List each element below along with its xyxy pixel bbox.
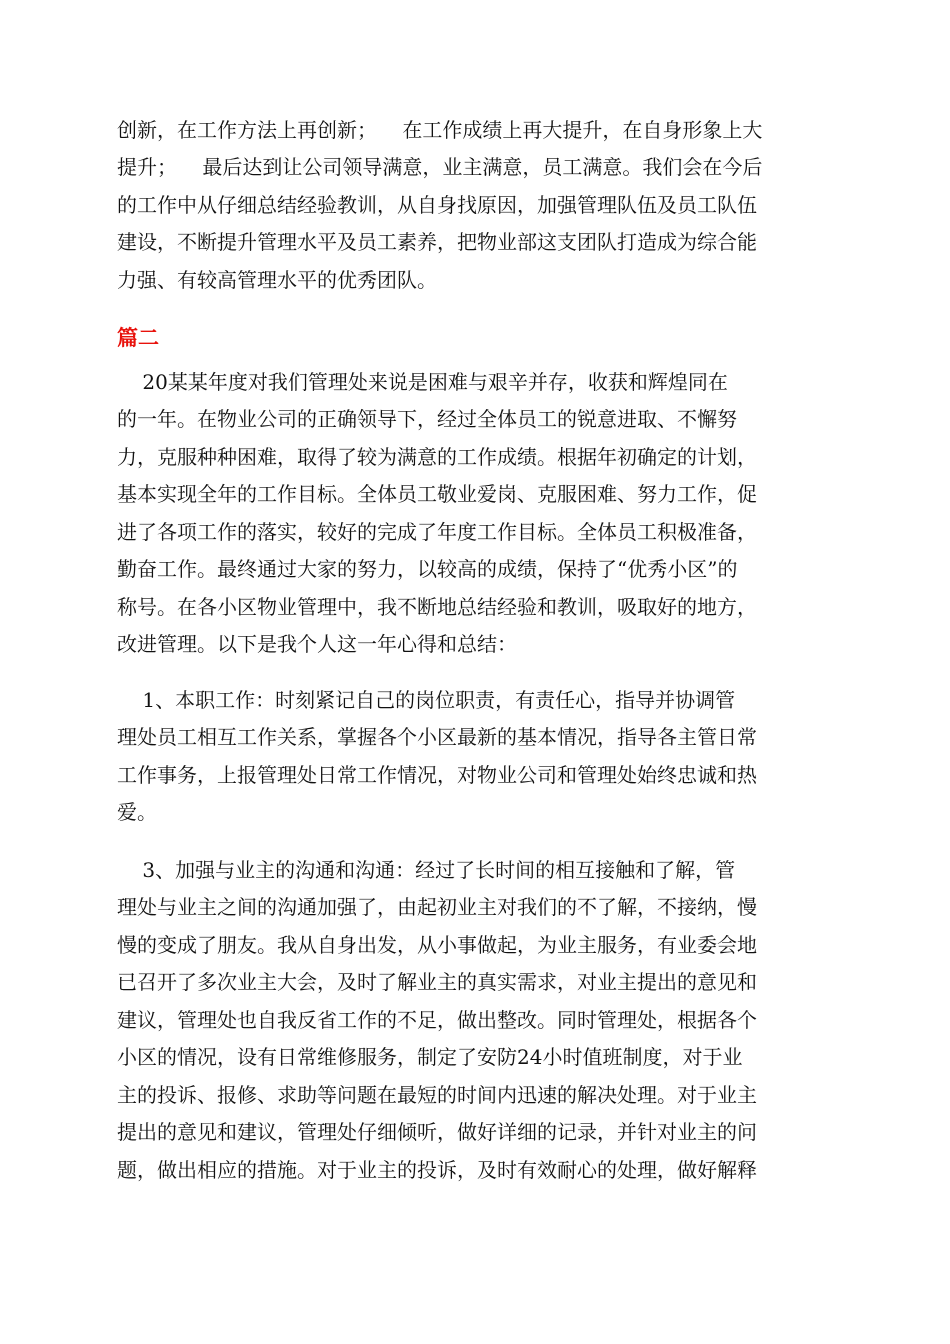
text-line: 3、加强与业主的沟通和沟通：经过了长时间的相互接触和了解，管 xyxy=(117,858,736,882)
text-line: 主的投诉、报修、求助等问题在最短的时间内迅速的解决处理。对于业主 xyxy=(117,1083,757,1107)
text-line: 工作事务，上报管理处日常工作情况，对物业公司和管理处始终忠诚和热 xyxy=(117,763,757,787)
text-line: 建设，不断提升管理水平及员工素养，把物业部这支团队打造成为综合能 xyxy=(117,230,757,254)
text-line: 的工作中从仔细总结经验教训，从自身找原因，加强管理队伍及员工队伍 xyxy=(117,193,757,217)
text-line: 理处员工相互工作关系，掌握各个小区最新的基本情况，指导各主管日常 xyxy=(117,725,757,749)
text-line: 创新，在工作方法上再创新； 在工作成绩上再大提升，在自身形象上大 xyxy=(117,118,763,142)
text-line: 勤奋工作。最终通过大家的努力，以较高的成绩，保持了“优秀小区”的 xyxy=(117,557,738,581)
text-line: 1、本职工作：时刻紧记自己的岗位职责，有责任心，指导并协调管 xyxy=(117,688,736,712)
section-heading: 篇二 xyxy=(117,326,159,350)
text-line: 理处与业主之间的沟通加强了，由起初业主对我们的不了解，不接纳，慢 xyxy=(117,895,757,919)
text-line: 基本实现全年的工作目标。全体员工敬业爱岗、克服困难、努力工作，促 xyxy=(117,482,757,506)
text-line: 改进管理。以下是我个人这一年心得和总结： xyxy=(117,632,517,656)
text-line: 题，做出相应的措施。对于业主的投诉，及时有效耐心的处理，做好解释 xyxy=(117,1158,757,1182)
text-line: 提升； 最后达到让公司领导满意，业主满意，员工满意。我们会在今后 xyxy=(117,155,763,179)
text-line: 提出的意见和建议，管理处仔细倾听，做好详细的记录，并针对业主的问 xyxy=(117,1120,757,1144)
text-line: 慢的变成了朋友。我从自身出发，从小事做起，为业主服务，有业委会地 xyxy=(117,933,757,957)
text-line: 的一年。在物业公司的正确领导下，经过全体员工的锐意进取、不懈努 xyxy=(117,407,737,431)
text-line: 爱。 xyxy=(117,800,157,824)
text-line: 20某某年度对我们管理处来说是困难与艰辛并存，收获和辉煌同在 xyxy=(117,370,728,394)
text-line: 建议，管理处也自我反省工作的不足，做出整改。同时管理处，根据各个 xyxy=(117,1008,757,1032)
text-line: 已召开了多次业主大会，及时了解业主的真实需求，对业主提出的意见和 xyxy=(117,970,757,994)
text-line: 称号。在各小区物业管理中，我不断地总结经验和教训，吸取好的地方， xyxy=(117,595,757,619)
text-line: 力强、有较高管理水平的优秀团队。 xyxy=(117,268,437,292)
text-line: 力，克服种种困难，取得了较为满意的工作成绩。根据年初确定的计划， xyxy=(117,445,757,469)
text-line: 小区的情况，设有日常维修服务，制定了安防24小时值班制度，对于业 xyxy=(117,1045,743,1069)
text-line: 进了各项工作的落实，较好的完成了年度工作目标。全体员工积极准备， xyxy=(117,520,757,544)
